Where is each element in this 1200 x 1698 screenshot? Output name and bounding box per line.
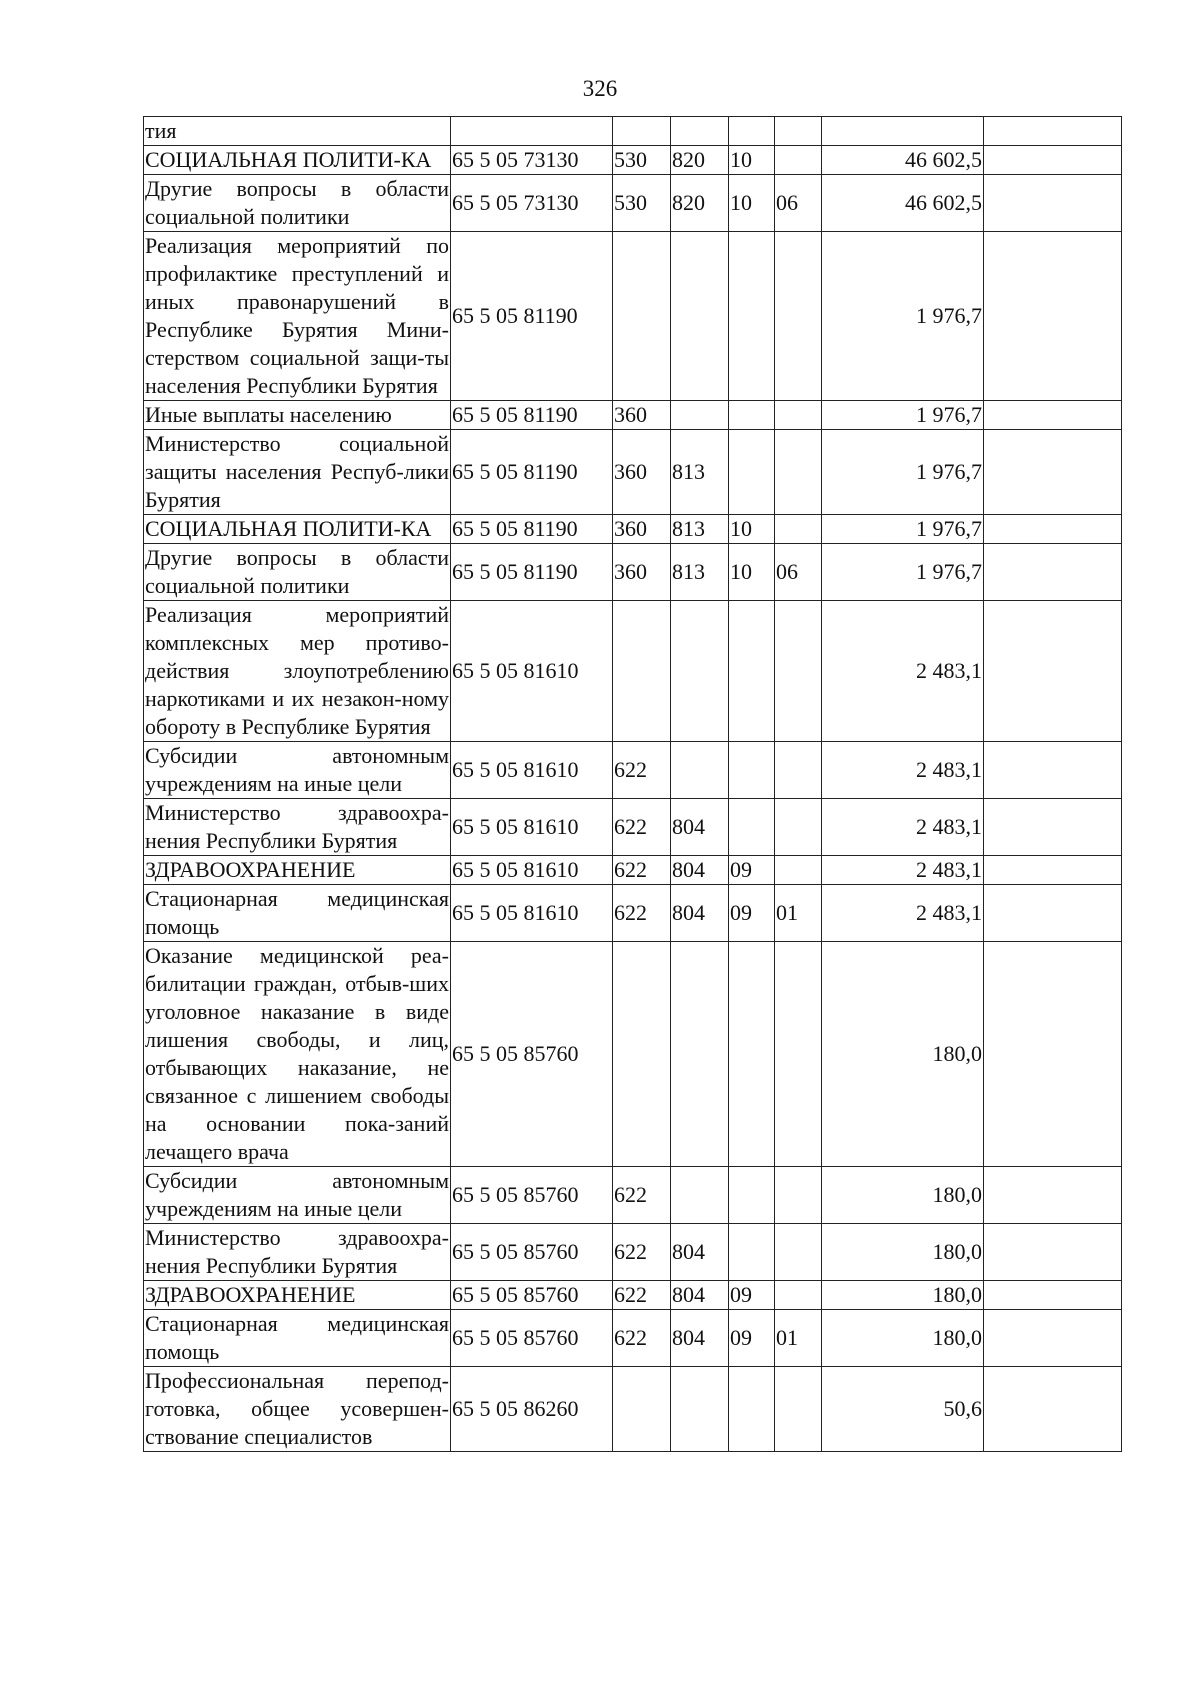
row-name: Оказание медицинской реа-билитации граждан, отбыв-ших уголовное наказание в виде лишения свободы, и лиц, отбывающих наказание, не связанное с лишением свободы на основании пока-заний лечащего врача xyxy=(144,942,451,1167)
table-row xyxy=(144,430,1122,515)
budget-table xyxy=(143,116,1122,1452)
amount: 1 976,7 xyxy=(822,430,984,515)
empty-cell xyxy=(984,742,1122,799)
empty-cell xyxy=(984,1310,1122,1367)
ministry-code xyxy=(671,942,729,1167)
expense-type xyxy=(613,1367,671,1452)
empty-cell xyxy=(984,430,1122,515)
subsection-code xyxy=(775,1224,822,1281)
row-name: ЗДРАВООХРАНЕНИЕ xyxy=(144,1281,451,1310)
empty-cell xyxy=(984,146,1122,175)
row-name: Стационарная медицинская помощь xyxy=(144,885,451,942)
ministry-code: 820 xyxy=(671,146,729,175)
row-name: Профессиональная перепод-готовка, общее усовершен-ствование специалистов xyxy=(144,1367,451,1452)
empty-cell xyxy=(984,1167,1122,1224)
table-row xyxy=(144,175,1122,232)
section-code xyxy=(729,117,775,146)
expense-type: 622 xyxy=(613,885,671,942)
expense-type xyxy=(613,942,671,1167)
ministry-code: 804 xyxy=(671,856,729,885)
table-row xyxy=(144,1167,1122,1224)
section-code xyxy=(729,232,775,401)
section-code: 09 xyxy=(729,1310,775,1367)
amount: 1 976,7 xyxy=(822,401,984,430)
subsection-code xyxy=(775,1367,822,1452)
section-code: 10 xyxy=(729,544,775,601)
row-name: Реализация мероприятий комплексных мер противо-действия злоупотреблению наркотиками и их незакон-ному обороту в Республике Бурятия xyxy=(144,601,451,742)
ministry-code: 804 xyxy=(671,1281,729,1310)
ministry-code xyxy=(671,1167,729,1224)
section-code xyxy=(729,1224,775,1281)
row-name: Другие вопросы в области социальной политики xyxy=(144,175,451,232)
empty-cell xyxy=(984,601,1122,742)
row-name: Реализация мероприятий по профилактике преступлений и иных правонарушений в Республике Бурятия Мини-стерством социальной защи-ты населения Республики Бурятия xyxy=(144,232,451,401)
table-row xyxy=(144,1281,1122,1310)
amount: 1 976,7 xyxy=(822,544,984,601)
expense-type: 622 xyxy=(613,1281,671,1310)
empty-cell xyxy=(984,856,1122,885)
section-code xyxy=(729,742,775,799)
amount: 50,6 xyxy=(822,1367,984,1452)
ministry-code: 804 xyxy=(671,799,729,856)
row-name: ЗДРАВООХРАНЕНИЕ xyxy=(144,856,451,885)
expense-type: 360 xyxy=(613,401,671,430)
empty-cell xyxy=(984,117,1122,146)
empty-cell xyxy=(984,799,1122,856)
section-code xyxy=(729,942,775,1167)
ministry-code: 820 xyxy=(671,175,729,232)
target-code: 65 5 05 81190 xyxy=(451,430,613,515)
subsection-code xyxy=(775,856,822,885)
page-number: 326 xyxy=(582,76,618,101)
target-code: 65 5 05 81610 xyxy=(451,885,613,942)
amount: 46 602,5 xyxy=(822,175,984,232)
expense-type: 530 xyxy=(613,175,671,232)
expense-type xyxy=(613,117,671,146)
row-name: Министерство здравоохра-нения Республики Бурятия xyxy=(144,799,451,856)
subsection-code xyxy=(775,942,822,1167)
amount: 180,0 xyxy=(822,1224,984,1281)
section-code xyxy=(729,1367,775,1452)
section-code xyxy=(729,430,775,515)
ministry-code: 804 xyxy=(671,1224,729,1281)
expense-type: 622 xyxy=(613,742,671,799)
subsection-code xyxy=(775,799,822,856)
table-row xyxy=(144,232,1122,401)
target-code: 65 5 05 81610 xyxy=(451,856,613,885)
subsection-code xyxy=(775,742,822,799)
row-name: Субсидии автономным учреждениям на иные цели xyxy=(144,742,451,799)
row-name: Субсидии автономным учреждениям на иные цели xyxy=(144,1167,451,1224)
expense-type xyxy=(613,601,671,742)
table-row xyxy=(144,401,1122,430)
ministry-code: 804 xyxy=(671,885,729,942)
table-row xyxy=(144,544,1122,601)
expense-type: 622 xyxy=(613,856,671,885)
table-row xyxy=(144,856,1122,885)
table-row xyxy=(144,146,1122,175)
empty-cell xyxy=(984,515,1122,544)
empty-cell xyxy=(984,175,1122,232)
amount: 1 976,7 xyxy=(822,515,984,544)
subsection-code: 06 xyxy=(775,175,822,232)
subsection-code xyxy=(775,430,822,515)
row-name: Министерство здравоохра-нения Республики Бурятия xyxy=(144,1224,451,1281)
target-code: 65 5 05 81190 xyxy=(451,232,613,401)
target-code: 65 5 05 81610 xyxy=(451,742,613,799)
section-code: 09 xyxy=(729,1281,775,1310)
empty-cell xyxy=(984,1281,1122,1310)
amount: 180,0 xyxy=(822,1281,984,1310)
expense-type xyxy=(613,232,671,401)
empty-cell xyxy=(984,942,1122,1167)
subsection-code xyxy=(775,1167,822,1224)
row-name: Иные выплаты населению xyxy=(144,401,451,430)
empty-cell xyxy=(984,544,1122,601)
ministry-code: 813 xyxy=(671,515,729,544)
amount: 180,0 xyxy=(822,1310,984,1367)
table-row xyxy=(144,1367,1122,1452)
amount: 2 483,1 xyxy=(822,885,984,942)
row-name: СОЦИАЛЬНАЯ ПОЛИТИ-КА xyxy=(144,146,451,175)
amount: 2 483,1 xyxy=(822,601,984,742)
table-row xyxy=(144,515,1122,544)
target-code: 65 5 05 85760 xyxy=(451,1310,613,1367)
empty-cell xyxy=(984,885,1122,942)
subsection-code xyxy=(775,146,822,175)
section-code: 09 xyxy=(729,885,775,942)
ministry-code xyxy=(671,1367,729,1452)
table-row xyxy=(144,942,1122,1167)
amount: 2 483,1 xyxy=(822,799,984,856)
target-code: 65 5 05 81610 xyxy=(451,601,613,742)
target-code: 65 5 05 85760 xyxy=(451,1167,613,1224)
ministry-code: 813 xyxy=(671,544,729,601)
amount: 46 602,5 xyxy=(822,146,984,175)
ministry-code xyxy=(671,601,729,742)
expense-type: 622 xyxy=(613,1224,671,1281)
section-code xyxy=(729,799,775,856)
table-row xyxy=(144,742,1122,799)
target-code: 65 5 05 81610 xyxy=(451,799,613,856)
section-code xyxy=(729,1167,775,1224)
target-code: 65 5 05 73130 xyxy=(451,146,613,175)
subsection-code xyxy=(775,515,822,544)
subsection-code: 01 xyxy=(775,1310,822,1367)
amount: 2 483,1 xyxy=(822,856,984,885)
section-code: 09 xyxy=(729,856,775,885)
table-row xyxy=(144,1310,1122,1367)
subsection-code xyxy=(775,117,822,146)
amount: 180,0 xyxy=(822,942,984,1167)
expense-type: 360 xyxy=(613,515,671,544)
ministry-code xyxy=(671,117,729,146)
target-code: 65 5 05 81190 xyxy=(451,515,613,544)
ministry-code: 804 xyxy=(671,1310,729,1367)
subsection-code: 06 xyxy=(775,544,822,601)
empty-cell xyxy=(984,401,1122,430)
section-code: 10 xyxy=(729,146,775,175)
expense-type: 530 xyxy=(613,146,671,175)
section-code: 10 xyxy=(729,515,775,544)
expense-type: 360 xyxy=(613,544,671,601)
target-code: 65 5 05 85760 xyxy=(451,1281,613,1310)
target-code xyxy=(451,117,613,146)
ministry-code xyxy=(671,232,729,401)
target-code: 65 5 05 73130 xyxy=(451,175,613,232)
row-name: Министерство социальной защиты населения Респуб-лики Бурятия xyxy=(144,430,451,515)
empty-cell xyxy=(984,1224,1122,1281)
empty-cell xyxy=(984,232,1122,401)
expense-type: 622 xyxy=(613,1310,671,1367)
subsection-code xyxy=(775,601,822,742)
budget-table-body xyxy=(144,117,1122,1452)
table-row xyxy=(144,885,1122,942)
subsection-code xyxy=(775,401,822,430)
subsection-code xyxy=(775,1281,822,1310)
target-code: 65 5 05 85760 xyxy=(451,942,613,1167)
amount: 2 483,1 xyxy=(822,742,984,799)
subsection-code xyxy=(775,232,822,401)
section-code xyxy=(729,401,775,430)
table-row xyxy=(144,1224,1122,1281)
section-code: 10 xyxy=(729,175,775,232)
amount: 1 976,7 xyxy=(822,232,984,401)
ministry-code xyxy=(671,742,729,799)
target-code: 65 5 05 86260 xyxy=(451,1367,613,1452)
table-row xyxy=(144,799,1122,856)
table-row xyxy=(144,117,1122,146)
row-name: Другие вопросы в области социальной политики xyxy=(144,544,451,601)
subsection-code: 01 xyxy=(775,885,822,942)
expense-type: 622 xyxy=(613,799,671,856)
empty-cell xyxy=(984,1367,1122,1452)
ministry-code: 813 xyxy=(671,430,729,515)
amount: 180,0 xyxy=(822,1167,984,1224)
target-code: 65 5 05 81190 xyxy=(451,544,613,601)
row-name: Стационарная медицинская помощь xyxy=(144,1310,451,1367)
ministry-code xyxy=(671,401,729,430)
row-name: тия xyxy=(144,117,451,146)
row-name: СОЦИАЛЬНАЯ ПОЛИТИ-КА xyxy=(144,515,451,544)
expense-type: 622 xyxy=(613,1167,671,1224)
expense-type: 360 xyxy=(613,430,671,515)
section-code xyxy=(729,601,775,742)
table-row xyxy=(144,601,1122,742)
target-code: 65 5 05 85760 xyxy=(451,1224,613,1281)
target-code: 65 5 05 81190 xyxy=(451,401,613,430)
amount xyxy=(822,117,984,146)
